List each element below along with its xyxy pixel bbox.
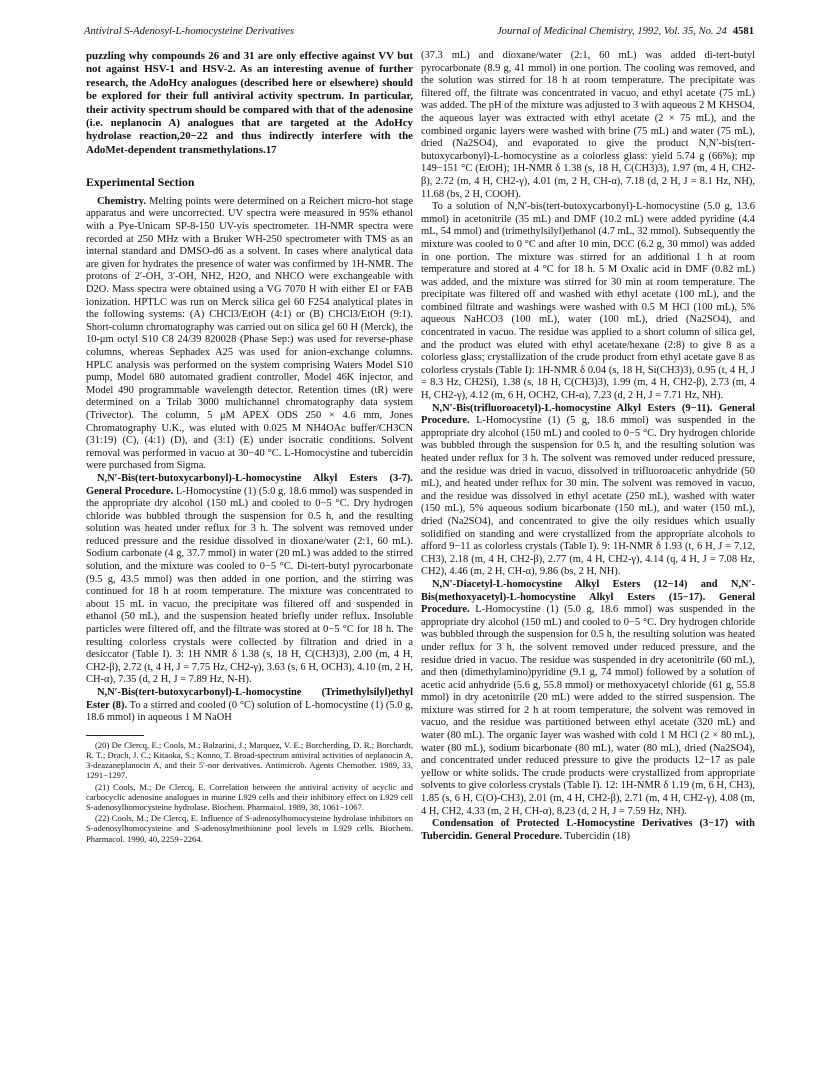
procedure-text: L-Homocystine (1) (5.0 g, 18.6 mmol) was suspended in the appropriate dry alcohol (150 mL) and cooled to 0−5 °C. Dry hydrogen chloride was bubbled through the suspension for 0.5 h, the resulting solution was heated under reflux for 3 h, the solvent removed under reduced pressure, and the residue dried in vacuo. The residue was suspended in dry acetonitrile (60 mL), and then (dimethylamino)pyridine (9.1 g, 74 mmol) followed by a solution of acetic acid anhydride (5.6 g, 55.8 mmol) or methoxyacetyl chloride (61 g, 55.8 mmol) in dry acetonitrile (20 mL) were added to the stirred suspension. The mixture was stirred for 2 h at room temperature, the solvent was removed in vacuo, and the residue was partitioned between ethyl acetate (320 mL) and water (80 mL). The organic layer was washed with cold 1 M HCl (2 × 80 mL), water (80 mL), sodium bicarbonate (80 mL), water (80 mL), dried (Na2SO4), and concentrated under reduced pressure to give the products 12−17 as pale yellow or white solids. The crude products were crystallized from appropriate solvents to give colorless crystals (Table I). 12: 1H-NMR δ 1.19 (m, 6 H, CH3), 1.85 (s, 6 H, C(O)-CH3), 2.01 (m, 4 H, CH2-β), 2.71 (m, 4 H, CH2-γ), 4.08 (m, 4 H, CH2, 4.33 (m, 2 H, CH-α), 8.23 (d, 2 H, J = 7.59 Hz, NH). bbox=[421, 604, 755, 817]
footnote: (22) Cools, M.; De Clercq, E. Influence of S-adenosylhomocysteine hydrolase inhibitors on S-adenosylhomocysteine and S-adenosylmethionine pool levels in L929 cells. Biochem. Pharmacol. 1990, 40, 2259−2264. bbox=[86, 813, 413, 844]
procedure-text: Tubercidin (18) bbox=[564, 830, 630, 842]
intro-paragraph: puzzling why compounds 26 and 31 are only effective against VV but not against HSV-1 and HSV-2. As an interesting avenue of further research, the AdoHcy analogues (described here or elsewhere) should be explored for their full antiviral activity spectrum. In particular, their activity spectrum should be compared with that of the adenosine (i.e. neplanocin A) analogues that are targeted at the AdoHcy hydrolase reaction,20−22 and thus indirectly interfere with the AdoMet-dependent transmethylations.17 bbox=[86, 50, 413, 156]
running-header bbox=[84, 26, 754, 42]
chemistry-paragraph bbox=[86, 196, 413, 473]
procedure-paragraph bbox=[421, 818, 755, 843]
procedure-heading: Condensation of Protected L-Homocystine Derivatives (3−17) with Tubercidin. General Procedure. bbox=[421, 818, 755, 842]
procedure-heading: N,N′-Bis(tert-butoxycarbonyl)-L-homocystine (Trimethylsilyl)ethyl Ester (8). bbox=[86, 687, 413, 711]
journal-citation bbox=[497, 26, 754, 37]
procedure-text: L-Homocystine (1) (5 g, 18.6 mmol) was suspended in the appropriate dry alcohol (150 mL) and cooled to 0−5 °C. Dry hydrogen chloride was bubbled through the suspension for 0.5 h, and the resulting solution was heated under reflux for 3 h. The solvent was removed under reduced pressure, and the residue was dried in vacuo, dissolved in trifluoroacetic anhydride (50 mL), and heated under reflux for 30 min. The solvent was removed in vacuo, and the residue was dissolved in ethyl acetate (250 mL), washed with water (150 mL), 5% aqueous sodium bicarbonate (150 mL), and water (150 mL), dried (Na2SO4), and concentrated to give the oily residues which usually solidified on standing and were crystallized from the appropriate alcohols to afford 9−11 as colorless crystals (Table I). 9: 1H-NMR δ 1.93 (t, 6 H, J = 7.12, CH3), 2.18 (m, 4 H, CH2-β), 2.77 (m, 4 H, CH2-γ), 4.14 (q, 4 H, J = 7.08 Hz, CH2), 4.46 (m, 2 H, CH-α), 9.86 (bs, 2 H, NH). bbox=[421, 415, 755, 578]
continued-paragraph: (37.3 mL) and dioxane/water (2:1, 60 mL) was added di-tert-butyl pyrocarbonate (8.9 g, 41 mmol) in one portion. The cooling was removed, and the solution was stirred for 18 h at room temperature. The precipitate was filtered off, the filtrate was concentrated in vacuo, and ethyl acetate (75 mL) was added. The pH of the mixture was adjusted to 3 with aqueous 2 M KHSO4, the aqueous layer was extracted with ethyl acetate (2 × 75 mL), and the combined organic layers were washed with brine (75 mL) and water (75 mL), dried (Na2SO4), and evaporated to give the product N,N′-bis(tert-butoxycarbonyl)-L-homocystine as a colorless glass: yield 5.74 g (66%); mp 149−151 °C (EtOH); 1H-NMR δ 1.38 (s, 18 H, C(CH3)3), 1.97 (m, 4 H, CH2-β), 2.72 (m, 4 H, CH2-γ), 4.01 (m, 2 H, CH-α), 7.18 (d, 2 H, J = 8.1 Hz, NH), 11.68 (bs, 2 H, COOH). bbox=[421, 50, 755, 200]
footnotes bbox=[86, 740, 413, 844]
running-title: Antiviral S-Adenosyl-L-homocysteine Derivatives bbox=[84, 26, 295, 37]
procedure-paragraph bbox=[86, 473, 413, 687]
procedure-heading: N,N′-Diacetyl-L-homocystine Alkyl Esters (12−14) and N,N′-Bis(methoxyacetyl)-L-homocystine Alkyl Esters (15−17). General Procedure. bbox=[421, 578, 755, 616]
right-column bbox=[421, 50, 755, 843]
footnote: (21) Cools, M.; De Clercq, E. Correlation between the antiviral activity of acyclic and carbocyclic adenosine analogues in murine L929 cells and their inhibitory effect on L929 cell S-adenosylhomocysteine hydrolase. Biochem. Pharmacol. 1989, 38, 1061−1067. bbox=[86, 781, 413, 812]
procedure-heading: N,N′-Bis(tert-butoxycarbonyl)-L-homocystine Alkyl Esters (3-7). General Procedure. bbox=[86, 472, 413, 497]
journal-name: Journal of Medicinal Chemistry, 1992, Vol. 35, No. 24 bbox=[496, 26, 727, 37]
procedure-text: L-Homocystine (1) (5.0 g, 18.6 mmol) was suspended in the appropriate dry alcohol (150 mL) and cooled to 0−5 °C. Dry hydrogen chloride was bubbled through the suspension for 0.5 h, and the resulting solution was heated under reflux for 3 h. The solvent was removed under reduced pressure and the residue dissolved in dioxane/water (2:1, 60 mL). Sodium carbonate (4 g, 37.7 mmol) in water (20 mL) was added to the stirred solution, and the mixture was cooled to 0−5 °C. Di-tert-butyl pyrocarbonate (9.5 g, 43.5 mmol) was then added in one portion, and the stirring was continued for 18 h at room temperature. The mixture was concentrated to about 15 mL in vacuo, the precipitate was filtered off and suspended in ethanol (50 mL), and the suspension heated briefly under reflux. Insoluble particles were filtered off, and the filtrate was stored at 0−5 °C for 18 h. The resulting colorless crystals were collected by filtration and dried in a desiccator (Table I). 3: 1H NMR δ 1.38 (s, 18 H, C(CH3)3), 2.00 (m, 4 H, CH2-β), 2.72 (t, 4 H, J = 7.75 Hz, CH2-γ), 3.63 (s, 6 H, OCH3), 4.10 (m, 2 H, CH-α), 7.35 (d, 2 H, J = 7.89 Hz, N-H). bbox=[86, 485, 414, 686]
page-number: 4581 bbox=[732, 26, 754, 37]
procedure-paragraph bbox=[421, 403, 755, 579]
procedure-text: To a stirred and cooled (0 °C) solution of L-homocystine (1) (5.0 g, 18.6 mmol) in aqueous 1 M NaOH bbox=[86, 699, 414, 724]
chemistry-text: Melting points were determined on a Reichert micro-hot stage apparatus and were uncorrected. UV spectra were measured in 95% ethanol with a Pye-Unicam SP-8-150 UV-vis spectrometer. 1H-NMR spectra were recorded at 250 MHz with a Bruker WH-250 spectrometer with TMS as an internal standard and DMSO-d6 as a solvent. In cases where analytical data are given for hydrates the presence of water was confirmed by 1H-NMR. The protons of 2′-OH, 3′-OH, NH2, H2O, and NHCO were exchangeable with D2O. Mass spectra were obtained using a VG 7070 H with either EI or FAB ionization. HPTLC was run on Merck silica gel 60 F254 analytical plates in the following systems: (A) CHCl3/EtOH (4:1) or (B) CHCl3/EtOH (9:1). Short-column chromatography was carried out on silica gel 60 H (Merck), the 10-μm octyl S10 C8 24/39 820028 (Phase Sep:) was used for reverse-phase columns, whereas Sephadex A25 was used for anion-exchange columns. HPLC analysis was performed on the system comprising Waters Model S10 pump, Model 680 automated gradient controller, Model 46K injector, and Model 490 programmable wavelength detector. Retention times (tR) were determined on a Trilab 3000 multichannel chromatography data system (Trivector). The column, 5 μM APEX ODS 250 × 4.6 mm, Jones Chromatography U.K., was eluted with 0.025 M NH4OAc buffer/CH3CN (31:19) (C), (4:1) (D), and (3:1) (E) under isocratic conditions. Solvent removal was performed in vacuo at 30−40 °C. L-Homocystine and tubercidin were purchased from Sigma. bbox=[86, 195, 414, 472]
footnote: (20) De Clercq, E.; Cools, M.; Balzarini, J.; Marquez, V. E.; Borcherding, D. R.; Borchardt, R. T.; Drach, J. C.; Kitaoka, S.; Konno, T. Broad-spectrum antiviral activities of neplanocin A, 3-deazaneplanocin A, and their 5′-nor derivatives. Antimicrob. Agents Chemother. 1989, 33, 1291−1297. bbox=[86, 739, 413, 781]
procedure-paragraph bbox=[421, 579, 755, 818]
procedure-heading: N,N′-Bis(trifluoroacetyl)-L-homocystine Alkyl Esters (9−11). General Procedure. bbox=[421, 402, 755, 427]
footnote-divider bbox=[86, 735, 144, 736]
left-column bbox=[86, 50, 413, 845]
procedure-paragraph bbox=[86, 687, 413, 725]
chemistry-lead: Chemistry. bbox=[97, 195, 146, 207]
procedure-paragraph: To a solution of N,N′-bis(tert-butoxycarbonyl)-L-homocystine (5.0 g, 13.6 mmol) in acetonitrile (35 mL) and DMF (10.2 mL) were added pyridine (4.4 mL, 54 mmol) and (trimethylsilyl)ethanol (4.7 mL, 32 mmol). Subsequently the mixture was cooled to 0 °C and after 10 min, DCC (6.2 g, 30 mmol) was added in one portion. The mixture was stirred for an additional 1 h at room temperature and stored at 4 °C for 18 h. 5 M Oxalic acid in DMF (0.82 mL) was added, and the mixture was stirred for 30 min at room temperature. The precipitate was filtered off and washed with ethyl acetate (100 mL), and the combined filtrate and washings were washed with 0.5 M HCl (100 mL), 5% aqueous NaHCO3 (100 mL), water (100 mL), dried (Na2SO4), and concentrated in vacuo. The residue was applied to a short column of silica gel, and the product was eluted with ethyl acetate/hexane (2:8) to give 8 as a colorless glass; crystallization of the crude product from ethyl acetate gave 8 as colorless crystals (Table I): 1H-NMR δ 0.04 (s, 18 H, Si(CH3)3), 0.95 (t, 4 H, J = 8.3 Hz, CH2Si), 1.38 (s, 18 H, C(CH3)3), 1.99 (m, 4 H, CH2-β), 2.73 (m, 4 H, CH2-γ), 4.12 (m, 6 H, OCH2, CH-α), 7.23 (d, 2 H, J = 7.71 Hz, NH). bbox=[421, 201, 755, 402]
section-title: Experimental Section bbox=[86, 175, 195, 190]
